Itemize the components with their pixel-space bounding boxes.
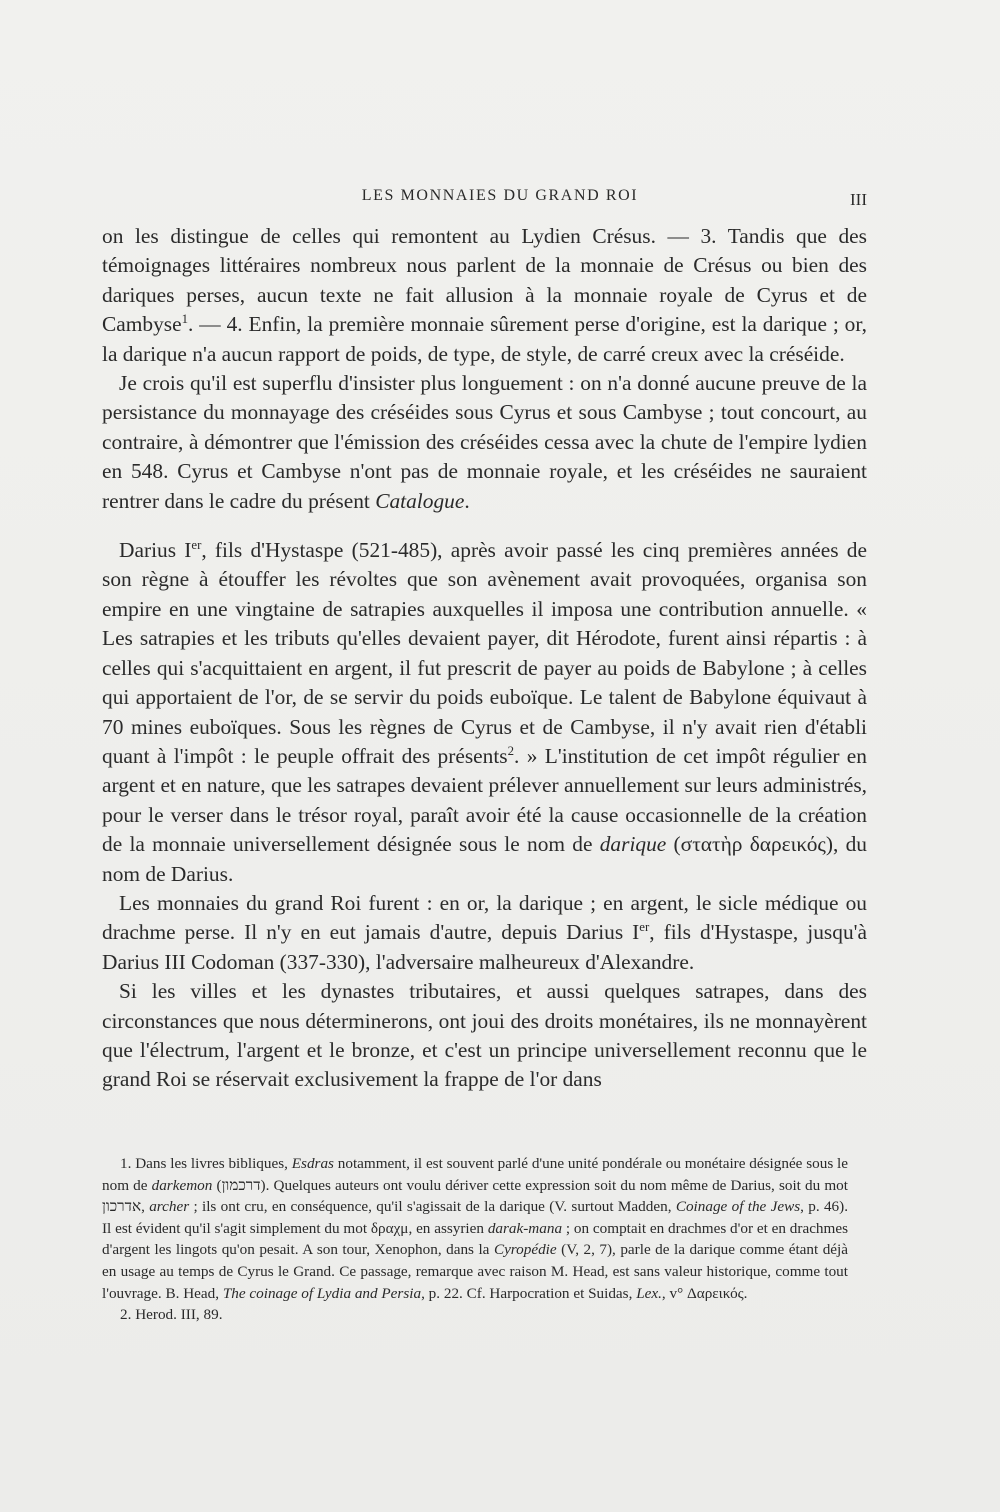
footnote-1: 1. Dans les livres bibliques, Esdras notamment, il est souvent parlé d'une unité pondérale ou monétaire désignée sous le nom de darkemon (דרכמון). Quelques auteurs ont voulu dériver cette expression soit du nom même de Darius, soit du mot אדרכון, archer ; ils ont cru, en conséquence, qu'il s'agissait de la darique (V. surtout Madden, Coinage of the Jews, p. 46). Il est évident qu'il s'agit simplement du mot δραχμ, en assyrien darak-mana ; on comptait en drachmes d'or et en drachmes d'argent les lingots qu'on pesait. A son tour, Xenophon, dans la Cyropédie (V, 2, 7), parle de la darique comme étant déjà en usage au temps de Cyrus le Grand. Ce passage, remarque avec raison M. Head, est sans valeur historique, comme tout l'ouvrage. B. Head, The coinage of Lydia and Persia, p. 22. Cf. Harpocration et Suidas, Lex., v° Δαρεικός.	[102, 1155, 849, 1302]
paragraph-1: on les distingue de celles qui remontent au Lydien Crésus. — 3. Tandis que des témoignages littéraires nombreux nous parlent de la monnaie de Crésus ou bien des dariques perses, aucun texte ne fait allusion à la monnaie royale de Cyrus et de Cambyse$^1$. — 4. Enfin, la première monnaie sûrement perse d'origine, est la darique ; or, la darique n'a aucun rapport de poids, de type, de style, de carré creux avec la créséide.	[102, 224, 867, 366]
paragraph-4: Les monnaies du grand Roi furent : en or, la darique ; en argent, le sicle médique ou drachme perse. Il n'y en eut jamais d'autre, depuis Darius Ier, fils d'Hystaspe, jusqu'à Darius III Codoman (337-330), l'adversaire malheureux d'Alexandre.	[102, 890, 867, 974]
paragraph-5: Si les villes et les dynastes tributaires, et aussi quelques satrapes, dans des circonstances que nous déterminerons, ont joui des droits monétaires, ils ne monnayèrent que l'électrum, l'argent et le bronze, et c'est un principe universellement reconnu que le grand Roi se réservait exclusivement la frappe de l'or dans	[102, 979, 867, 1092]
page-number: III	[850, 190, 867, 209]
footnote-ref-2: 2	[507, 743, 515, 758]
page-header	[0, 183, 1000, 213]
paragraph-2: Je crois qu'il est superflu d'insister plus longuement : on n'a donné aucune preuve de la persistance du monnayage des créséides sous Cyrus et sous Cambyse ; tout concourt, au contraire, à démontrer que l'émission des créséides cessa avec la chute de l'empire lydien en 548. Cyrus et Cambyse n'ont pas de monnaie royale, et les créséides ne sauraient rentrer dans le cadre du présent Catalogue.	[102, 371, 867, 513]
footnote-2: 2. Herod. III, 89.	[120, 1306, 223, 1324]
footnote-ref-1: 1	[181, 312, 189, 327]
paragraph-3: Darius Ier, fils d'Hystaspe (521-485), après avoir passé les cinq premières années de son règne à étouffer les révoltes que son avènement avait provoquées, organisa son empire en une vingtaine de satrapies auxquelles il imposa une contribution annuelle. « Les satrapies et les tributs qu'elles devaient payer, dit Hérodote, furent ainsi répartis : à celles qui s'acquittaient en argent, il fut prescrit de payer au poids de Babylone ; à celles qui apportaient de l'or, de se servir du poids euboïque. Le talent de Babylone équivaut à 70 mines euboïques. Sous les règnes de Cyrus et de Cambyse, il n'y avait rien d'établi quant à l'impôt : le peuple offrait des présents$^2$. » L'institution de cet impôt régulier en argent et en nature, que les satrapes devaient prélever annuellement sur leurs administrés, pour le verser dans le trésor royal, paraît avoir été la cause occasionnelle de la création de la monnaie universellement désignée sous le nom de darique (στατὴρ δαρεικός), du nom de Darius.	[102, 538, 867, 886]
main-text	[102, 222, 867, 1095]
footnotes	[102, 1153, 848, 1326]
running-title: LES MONNAIES DU GRAND ROI	[361, 187, 639, 204]
